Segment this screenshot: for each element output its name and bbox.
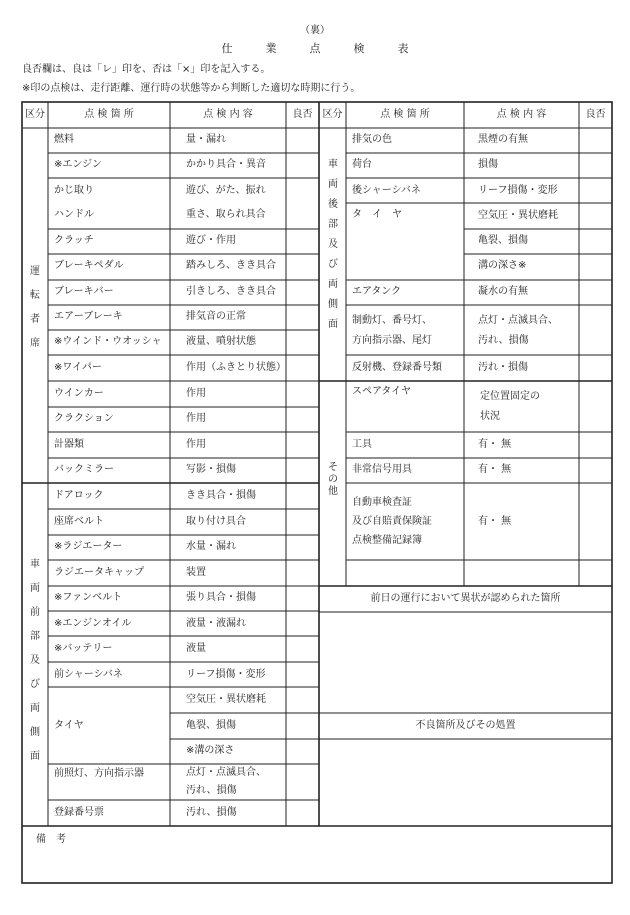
left-content-6: 排気音の正常 xyxy=(186,311,246,322)
section-glyph: 及 xyxy=(328,239,338,250)
left-content-9: 作用 xyxy=(186,388,206,399)
right-content-2: リーフ損傷・変形 xyxy=(478,185,558,196)
section-other xyxy=(326,462,340,498)
left-place-2b: ハンドル xyxy=(54,209,94,220)
left-place-13: ドアロック xyxy=(54,490,104,501)
section-glyph: そ xyxy=(328,462,338,473)
right-place-3: タ イ ヤ xyxy=(352,209,402,220)
left-content-14: 取り付け具合 xyxy=(186,516,246,527)
section-glyph: 者 xyxy=(30,314,40,325)
section-glyph: 面 xyxy=(328,319,338,330)
section-glyph: 部 xyxy=(30,631,40,642)
right-content-5: 点灯・点滅具合、 xyxy=(478,315,558,326)
left-content-22: 点灯・点滅具合、 xyxy=(186,767,266,778)
section-front-sides xyxy=(28,553,42,769)
right-content-0: 黒煙の有無 xyxy=(478,134,528,145)
section-glyph: 側 xyxy=(328,299,338,310)
section-glyph: 面 xyxy=(30,751,40,762)
left-content-0: 量・漏れ xyxy=(186,134,226,145)
remarks-label: 備 考 xyxy=(36,834,66,845)
left-content-18: 液量・液漏れ xyxy=(186,618,246,629)
left-place-19: ※バッテリー xyxy=(54,643,113,654)
left-content-7: 液量、噴射状態 xyxy=(186,336,256,347)
left-content-2b: 重さ、取られ具合 xyxy=(186,209,266,220)
right-place-10c: 点検整備記録簿 xyxy=(352,535,422,546)
left-content-3: 遊び・作用 xyxy=(186,235,236,246)
right-place-10b: 及び自賠責保険証 xyxy=(352,516,432,527)
right-content-4: 凝水の有無 xyxy=(478,286,528,297)
section-glyph: 後 xyxy=(328,199,338,210)
left-place-9: ウインカー xyxy=(54,388,104,399)
section-glyph: 車 xyxy=(30,559,40,570)
left-place-20: 前シャーシバネ xyxy=(54,669,123,680)
left-place-14: 座席ベルト xyxy=(54,516,104,527)
right-place-5: 制動灯、番号灯、 xyxy=(352,315,432,326)
left-content-21: 空気圧・異状磨耗 xyxy=(186,694,266,705)
right-place-1: 荷台 xyxy=(352,159,372,170)
left-place-23: 登録番号票 xyxy=(54,807,104,818)
right-place-8: 工具 xyxy=(352,439,372,450)
section-glyph: 転 xyxy=(30,290,40,301)
right-place-6: 反射機、登録番号類 xyxy=(352,362,442,373)
right-content-7b: 状況 xyxy=(480,411,500,422)
right-place-7: スペアタイヤ xyxy=(352,386,412,397)
right-content-9: 有・ 無 xyxy=(478,464,512,475)
left-place-21: タイヤ xyxy=(54,720,84,731)
left-content-12: 写影・損傷 xyxy=(186,464,236,475)
right-content-5b: 汚れ、損傷 xyxy=(478,335,529,346)
left-content-1: かかり具合・異音 xyxy=(186,159,266,170)
right-place-5b: 方向指示器、尾灯 xyxy=(352,335,432,346)
section-glyph: び xyxy=(30,679,40,690)
left-content-11: 作用 xyxy=(186,439,206,450)
left-place-5: ブレーキバー xyxy=(54,286,114,297)
section-glyph: 部 xyxy=(328,219,338,230)
left-content-19: 液量 xyxy=(186,643,206,654)
page-title: 仕 業 点 検 表 xyxy=(221,42,409,55)
left-content-20: リーフ損傷・変形 xyxy=(186,669,266,680)
right-content-7: 定位置固定の xyxy=(480,391,540,402)
right-place-4: エアタンク xyxy=(352,286,402,297)
right-content-10: 有・ 無 xyxy=(478,516,512,527)
left-place-12: バックミラー xyxy=(54,464,114,475)
section-glyph: 両 xyxy=(328,179,338,190)
left-content-10: 作用 xyxy=(186,413,206,424)
left-place-7: ※ウインド・ウオッシャ xyxy=(54,336,162,347)
right-content-8: 有・ 無 xyxy=(478,439,512,450)
left-content-21b: 亀裂、損傷 xyxy=(186,720,236,731)
left-place-8: ※ワイパー xyxy=(54,362,102,373)
section-glyph: の xyxy=(328,474,338,485)
defect-treatment-label: 不良箇所及びその処置 xyxy=(415,720,516,731)
left-place-15: ※ラジエーター xyxy=(54,541,123,552)
left-place-18: ※エンジンオイル xyxy=(54,618,132,629)
right-content-3b: 亀裂、損傷 xyxy=(478,235,528,246)
section-glyph: 側 xyxy=(30,727,40,738)
note-2: ※印の点検は、走行距離、運行時の状態等から判断した適切な時期に行う。 xyxy=(22,83,361,94)
header-place-right: 点 検 箇 所 xyxy=(380,109,430,120)
left-content-13: きき具合・損傷 xyxy=(186,490,256,501)
left-place-22: 前照灯、方向指示器 xyxy=(54,768,144,779)
right-place-9: 非常信号用具 xyxy=(352,464,412,475)
header-kubun-left: 区分 xyxy=(25,109,45,120)
right-content-6: 汚れ・損傷 xyxy=(478,362,528,373)
section-glyph: 運 xyxy=(30,266,40,277)
section-glyph: び xyxy=(328,259,338,270)
right-content-3: 空気圧・異状磨耗 xyxy=(478,210,558,221)
note-1: 良否欄は、良は「レ」印を、否は「×」印を記入する。 xyxy=(22,64,271,75)
section-glyph: 両 xyxy=(328,279,338,290)
left-place-16: ラジエータキャップ xyxy=(54,567,144,578)
header-place-left: 点 検 箇 所 xyxy=(84,109,134,120)
section-driver-seat xyxy=(28,260,42,356)
left-place-6: エアーブレーキ xyxy=(54,311,123,322)
right-content-3c: 溝の深さ※ xyxy=(478,260,527,271)
section-glyph: 席 xyxy=(30,338,40,349)
section-glyph: 他 xyxy=(328,486,338,497)
left-place-11: 計器類 xyxy=(54,439,84,450)
section-glyph: 両 xyxy=(30,583,40,594)
left-place-2: かじ取り xyxy=(54,185,94,196)
page-header: （裏） xyxy=(300,25,330,36)
right-place-10: 自動車検査証 xyxy=(352,497,412,508)
section-glyph: 両 xyxy=(30,703,40,714)
left-content-21c: ※溝の深さ xyxy=(186,745,235,756)
left-content-8: 作用（ふきとり状態） xyxy=(186,362,286,373)
left-place-1: ※エンジン xyxy=(54,159,102,170)
header-result-right: 良否 xyxy=(585,109,606,120)
header-result-left: 良否 xyxy=(292,109,313,120)
right-place-2: 後シャーシバネ xyxy=(352,185,421,196)
prev-day-abnormality-label: 前日の運行において異状が認められた箇所 xyxy=(370,593,561,604)
right-content-1: 損傷 xyxy=(478,159,498,170)
left-place-3: クラッチ xyxy=(54,235,94,246)
header-kubun-right: 区分 xyxy=(322,109,343,120)
left-content-4: 踏みしろ、きき具合 xyxy=(186,260,276,271)
left-content-16: 装置 xyxy=(186,567,206,578)
header-content-left: 点 検 内 容 xyxy=(203,109,253,120)
left-content-17: 張り具合・損傷 xyxy=(186,592,256,603)
section-glyph: 前 xyxy=(30,607,40,618)
left-content-2: 遊び、がた、振れ xyxy=(186,185,266,196)
header-content-right: 点 検 内 容 xyxy=(496,109,547,120)
section-glyph: 車 xyxy=(328,159,338,170)
section-glyph: 及 xyxy=(30,655,40,666)
left-place-17: ※ファンベルト xyxy=(54,592,123,603)
left-place-10: クラクション xyxy=(54,413,114,424)
left-content-5: 引きしろ、きき具合 xyxy=(186,286,276,297)
left-place-0: 燃料 xyxy=(54,134,74,145)
left-content-23: 汚れ、損傷 xyxy=(186,807,237,818)
left-place-4: ブレーキペダル xyxy=(54,260,124,271)
left-content-15: 水量・漏れ xyxy=(186,541,236,552)
section-rear-sides xyxy=(326,155,340,335)
right-place-0: 排気の色 xyxy=(352,134,392,145)
left-content-22b: 汚れ、損傷 xyxy=(186,785,237,796)
